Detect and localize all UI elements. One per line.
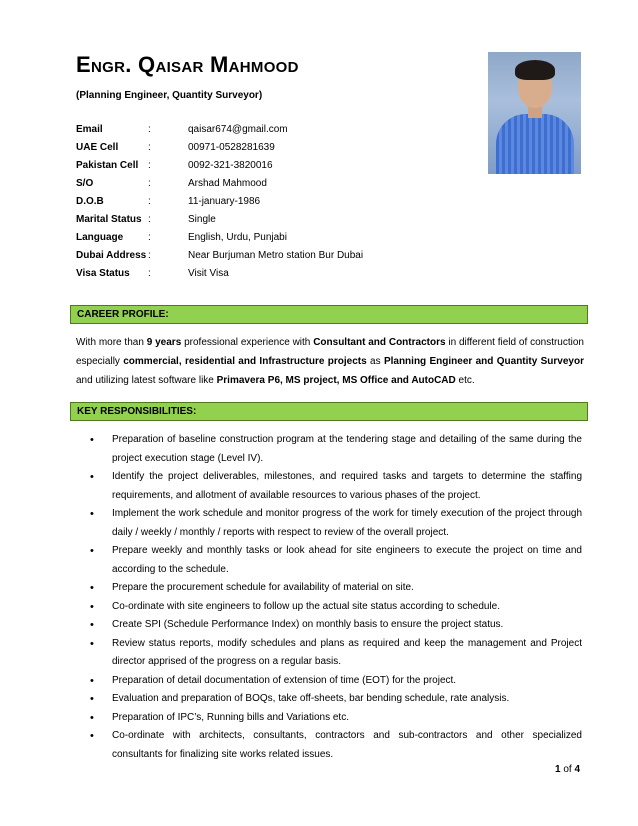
bullet-icon: •: [90, 693, 94, 705]
responsibility-text: Preparation of baseline construction program at the tendering stage and detailing of the same during the project execution stage (Level IV).: [112, 434, 582, 464]
page-of: of: [563, 764, 572, 775]
key-responsibilities-heading: KEY RESPONSIBILITIES:: [70, 402, 588, 421]
responsibility-item: [76, 635, 582, 672]
career-text: With more than: [76, 337, 147, 348]
responsibility-text: Co-ordinate with architects, consultants, contractors and sub-contractors and other specialized consultants for finalizing site works related issues.: [112, 730, 582, 760]
info-value: Visit Visa: [188, 268, 229, 279]
responsibility-item: [76, 690, 582, 709]
bullet-icon: •: [90, 619, 94, 631]
career-text-bold: Primavera P6, MS project, MS Office and AutoCAD: [216, 375, 456, 386]
info-colon: :: [148, 250, 151, 261]
info-colon: :: [148, 178, 151, 189]
responsibility-item: [76, 598, 582, 617]
info-colon: :: [148, 268, 151, 279]
responsibility-text: Implement the work schedule and monitor progress of the work for timely execution of the project through daily / weekly / monthly / reports with respect to review of the overall project.: [112, 508, 582, 538]
bullet-icon: •: [90, 434, 94, 446]
responsibility-text: Create SPI (Schedule Performance Index) on monthly basis to ensure the project status.: [112, 619, 504, 630]
info-label: Dubai Address: [76, 250, 147, 261]
bullet-icon: •: [90, 600, 94, 613]
info-label: S/O: [76, 178, 94, 189]
responsibility-text: Preparation of detail documentation of extension of time (EOT) for the project.: [112, 674, 457, 686]
responsibility-text: Review status reports, modify schedules and plans as required and keep the management and Project director apprised of the progress on a regular basis.: [112, 637, 582, 667]
career-text: in different field of construction especially: [76, 337, 584, 367]
info-label: Language: [76, 232, 124, 243]
bullet-icon: •: [90, 545, 94, 557]
candidate-subtitle: (Planning Engineer, Quantity Surveyor): [76, 90, 263, 101]
candidate-name: Engr. Qaisar Mahmood: [76, 52, 299, 77]
page-current: 1: [555, 764, 561, 775]
career-text-bold: commercial, residential and Infrastructure projects: [123, 356, 367, 367]
info-value: 0092-321-3820016: [188, 160, 273, 171]
info-label: Marital Status: [76, 214, 142, 225]
responsibility-item: [76, 505, 582, 542]
career-text: and utilizing latest software like: [76, 375, 217, 386]
responsibility-text: Identify the project deliverables, milestones, and required tasks and targets to determine the staffing requirements, and allotment of available resources to various phases of the project.: [112, 471, 582, 501]
info-colon: :: [148, 160, 151, 171]
bullet-icon: •: [90, 711, 94, 724]
career-text-bold: Planning Engineer and Quantity Surveyor: [383, 356, 584, 367]
info-value: Near Burjuman Metro station Bur Dubai: [188, 250, 364, 261]
bullet-icon: •: [90, 508, 94, 520]
info-colon: :: [148, 196, 151, 207]
responsibility-text: Prepare weekly and monthly tasks or look ahead for site engineers to execute the project on time and according to the schedule.: [112, 545, 582, 575]
info-label: Pakistan Cell: [76, 160, 139, 171]
career-text: professional experience with: [181, 337, 314, 348]
info-value: Single: [188, 214, 216, 225]
career-text: etc.: [455, 375, 475, 386]
info-colon: :: [148, 214, 151, 225]
career-profile-heading: CAREER PROFILE:: [70, 305, 588, 324]
responsibility-item: [76, 431, 582, 468]
info-label: Email: [76, 124, 103, 135]
responsibility-item: [76, 672, 582, 691]
responsibility-item: [76, 727, 582, 764]
info-value: 00971-0528281639: [188, 142, 275, 153]
career-text-bold: 9 years: [146, 337, 182, 348]
page-indicator: [555, 764, 580, 775]
info-label: UAE Cell: [76, 142, 119, 153]
info-value: Arshad Mahmood: [188, 178, 267, 189]
responsibility-text: Evaluation and preparation of BOQs, take off-sheets, bar bending schedule, rate analysis.: [112, 693, 510, 704]
career-profile-text: [76, 333, 584, 390]
photo-shirt: [496, 114, 574, 174]
responsibility-text: Prepare the procurement schedule for availability of material on site.: [112, 582, 414, 593]
profile-photo: [488, 52, 581, 174]
career-text: as: [366, 356, 384, 367]
responsibility-item: [76, 579, 582, 598]
responsibility-text: Preparation of IPC’s, Running bills and Variations etc.: [112, 711, 349, 723]
info-colon: :: [148, 124, 151, 135]
responsibility-text: Co-ordinate with site engineers to follow up the actual site status according to schedule.: [112, 600, 500, 612]
bullet-icon: •: [90, 582, 94, 594]
info-value: qaisar674@gmail.com: [188, 124, 288, 135]
info-label: D.O.B: [76, 196, 104, 207]
info-colon: :: [148, 142, 151, 153]
info-label: Visa Status: [76, 268, 130, 279]
info-value: 11-january-1986: [188, 196, 261, 207]
info-colon: :: [148, 232, 151, 243]
bullet-icon: •: [90, 674, 94, 687]
bullet-icon: •: [90, 471, 94, 483]
bullet-icon: •: [90, 637, 94, 650]
responsibility-item: [76, 542, 582, 579]
bullet-icon: •: [90, 730, 94, 742]
page-total: 4: [574, 764, 581, 775]
responsibility-item: [76, 468, 582, 505]
info-value: English, Urdu, Punjabi: [188, 232, 287, 243]
responsibility-item: [76, 709, 582, 728]
responsibilities-list: [76, 431, 582, 764]
responsibility-item: [76, 616, 582, 635]
photo-hair: [515, 60, 555, 80]
career-text-bold: Consultant and Contractors: [313, 337, 446, 348]
